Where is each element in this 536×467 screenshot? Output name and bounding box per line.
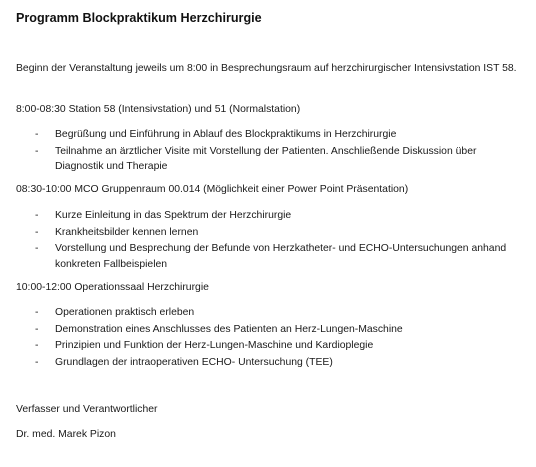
section-list-3 <box>16 305 521 371</box>
list-item <box>16 322 521 338</box>
list-item <box>16 144 521 175</box>
intro-paragraph: Beginn der Veranstaltung jeweils um 8:00 in Besprechungsraum auf herzchirurgischer Intensivstation IST 58. <box>16 63 517 74</box>
dash-bullet: - <box>35 307 39 318</box>
list-item <box>16 305 521 321</box>
author-role: Verfasser und Verantwortlicher <box>16 404 158 415</box>
dash-bullet: - <box>35 243 39 254</box>
document-title: Programm Blockpraktikum Herzchirurgie <box>16 11 262 25</box>
section-list-2 <box>16 208 521 273</box>
section-list-1 <box>16 127 521 176</box>
dash-bullet: - <box>35 340 39 351</box>
section-heading-2: 08:30-10:00 MCO Gruppenraum 00.014 (Möglichkeit einer Power Point Präsentation) <box>16 184 409 195</box>
dash-bullet: - <box>35 145 39 157</box>
section-heading-3: 10:00-12:00 Operationssaal Herzchirurgie <box>16 282 209 293</box>
list-item-text: Vorstellung und Besprechung der Befunde von Herzkatheter- und ECHO-Untersuchungen anhand konkreten Fallbeispielen <box>55 243 507 270</box>
list-item-text: Grundlagen der intraoperativen ECHO- Untersuchung (TEE) <box>55 356 333 368</box>
dash-bullet: - <box>35 129 39 140</box>
list-item-text: Kurze Einleitung in das Spektrum der Herzchirurgie <box>55 210 292 221</box>
dash-bullet: - <box>35 323 39 335</box>
section-heading-1: 8:00-08:30 Station 58 (Intensivstation) und 51 (Normalstation) <box>16 104 301 115</box>
dash-bullet: - <box>35 226 39 238</box>
list-item <box>16 225 521 241</box>
list-item-text: Operationen praktisch erleben <box>55 307 195 318</box>
list-item-text: Prinzipien und Funktion der Herz-Lungen-Maschine und Kardioplegie <box>55 340 374 351</box>
dash-bullet: - <box>35 210 39 221</box>
list-item <box>16 338 521 354</box>
list-item-text: Demonstration eines Anschlusses des Patienten an Herz-Lungen-Maschine <box>55 323 403 335</box>
list-item <box>16 355 521 371</box>
list-item-text: Begrüßung und Einführung in Ablauf des Blockpraktikums in Herzchirurgie <box>55 129 397 140</box>
list-item-text: Krankheitsbilder kennen lernen <box>55 226 199 238</box>
list-item <box>16 241 521 272</box>
dash-bullet: - <box>35 356 39 368</box>
list-item <box>16 208 521 224</box>
list-item-text: Teilnahme an ärztlicher Visite mit Vorstellung der Patienten. Anschließende Diskussion über Diagnostik und Therapie <box>55 145 477 172</box>
list-item <box>16 127 521 143</box>
author-name: Dr. med. Marek Pizon <box>16 429 116 440</box>
